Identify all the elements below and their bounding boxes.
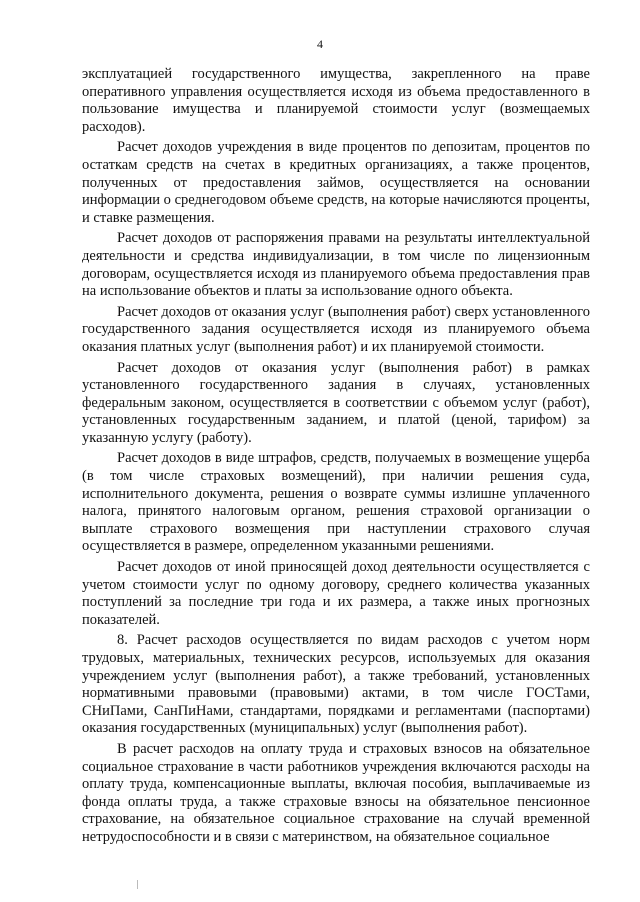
scan-mark xyxy=(137,880,138,889)
paragraph: Расчет доходов учреждения в виде процентов по депозитам, процентов по остаткам средств на счетах в кредитных организациях, а также процентов, полученных от предоставления займов, осуществляется на основании информации о среднегодовом объеме средств, на которые начисляются проценты, и ставке размещения. xyxy=(82,139,590,226)
document-body xyxy=(82,66,590,850)
paragraph: Расчет доходов от иной приносящей доход деятельности осуществляется с учетом стоимости услуг по одному договору, среднего количества указанных поступлений за последние три года и их размера, а также иных прогнозных показателей. xyxy=(82,559,590,628)
paragraph: эксплуатацией государственного имущества, закрепленного на праве оперативного управления осуществляется исходя из объема предоставленного в пользование имущества и планируемой стоимости услуг (возмещаемых расходов). xyxy=(82,66,590,135)
paragraph: Расчет доходов от оказания услуг (выполнения работ) в рамках установленного государственного задания в случаях, установленных федеральным законом, осуществляется в соответствии с объемом услуг (работ), установленных государственным заданием, и платой (ценой, тарифом) за указанную услугу (работу). xyxy=(82,359,590,446)
paragraph: 8. Расчет расходов осуществляется по видам расходов с учетом норм трудовых, материальных, технических ресурсов, используемых для оказания учреждением услуг (выполнения работ), а также требований, установленных нормативными правовыми (правовыми) актами, в том числе ГОСТами, СНиПами, СанПиНами, стандартами, порядками и регламентами (паспортами) оказания государственных (муниципальных) услуг (выполнения работ). xyxy=(82,632,590,737)
paragraph: Расчет доходов в виде штрафов, средств, получаемых в возмещение ущерба (в том числе страховых возмещений), при наличии решения суда, исполнительного документа, решения о возврате суммы излишне уплаченного налога, принятого налоговым органом, решения страховой организации о выплате страхового возмещения при наступлении страхового случая осуществляется в размере, определенном указанными решениями. xyxy=(82,450,590,555)
paragraph: В расчет расходов на оплату труда и страховых взносов на обязательное социальное страхование в части работников учреждения включаются расходы на оплату труда, компенсационные выплаты, включая пособия, выплачиваемые из фонда оплаты труда, а также страховые взносы на обязательное пенсионное страхование, на обязательное социальное страхование на случай временной нетрудоспособности и в связи с материнством, на обязательное социальное xyxy=(82,740,590,845)
page-number: 4 xyxy=(317,37,323,51)
paragraph: Расчет доходов от распоряжения правами на результаты интеллектуальной деятельности и средства индивидуализации, в том числе по лицензионным договорам, осуществляется исходя из планируемого объема предоставления прав на использование объектов и платы за использование одного объекта. xyxy=(82,230,590,300)
paragraph: Расчет доходов от оказания услуг (выполнения работ) сверх установленного государственного задания осуществляется исходя из планируемого объема оказания платных услуг (выполнения работ) и их планируемой стоимости. xyxy=(82,303,590,355)
